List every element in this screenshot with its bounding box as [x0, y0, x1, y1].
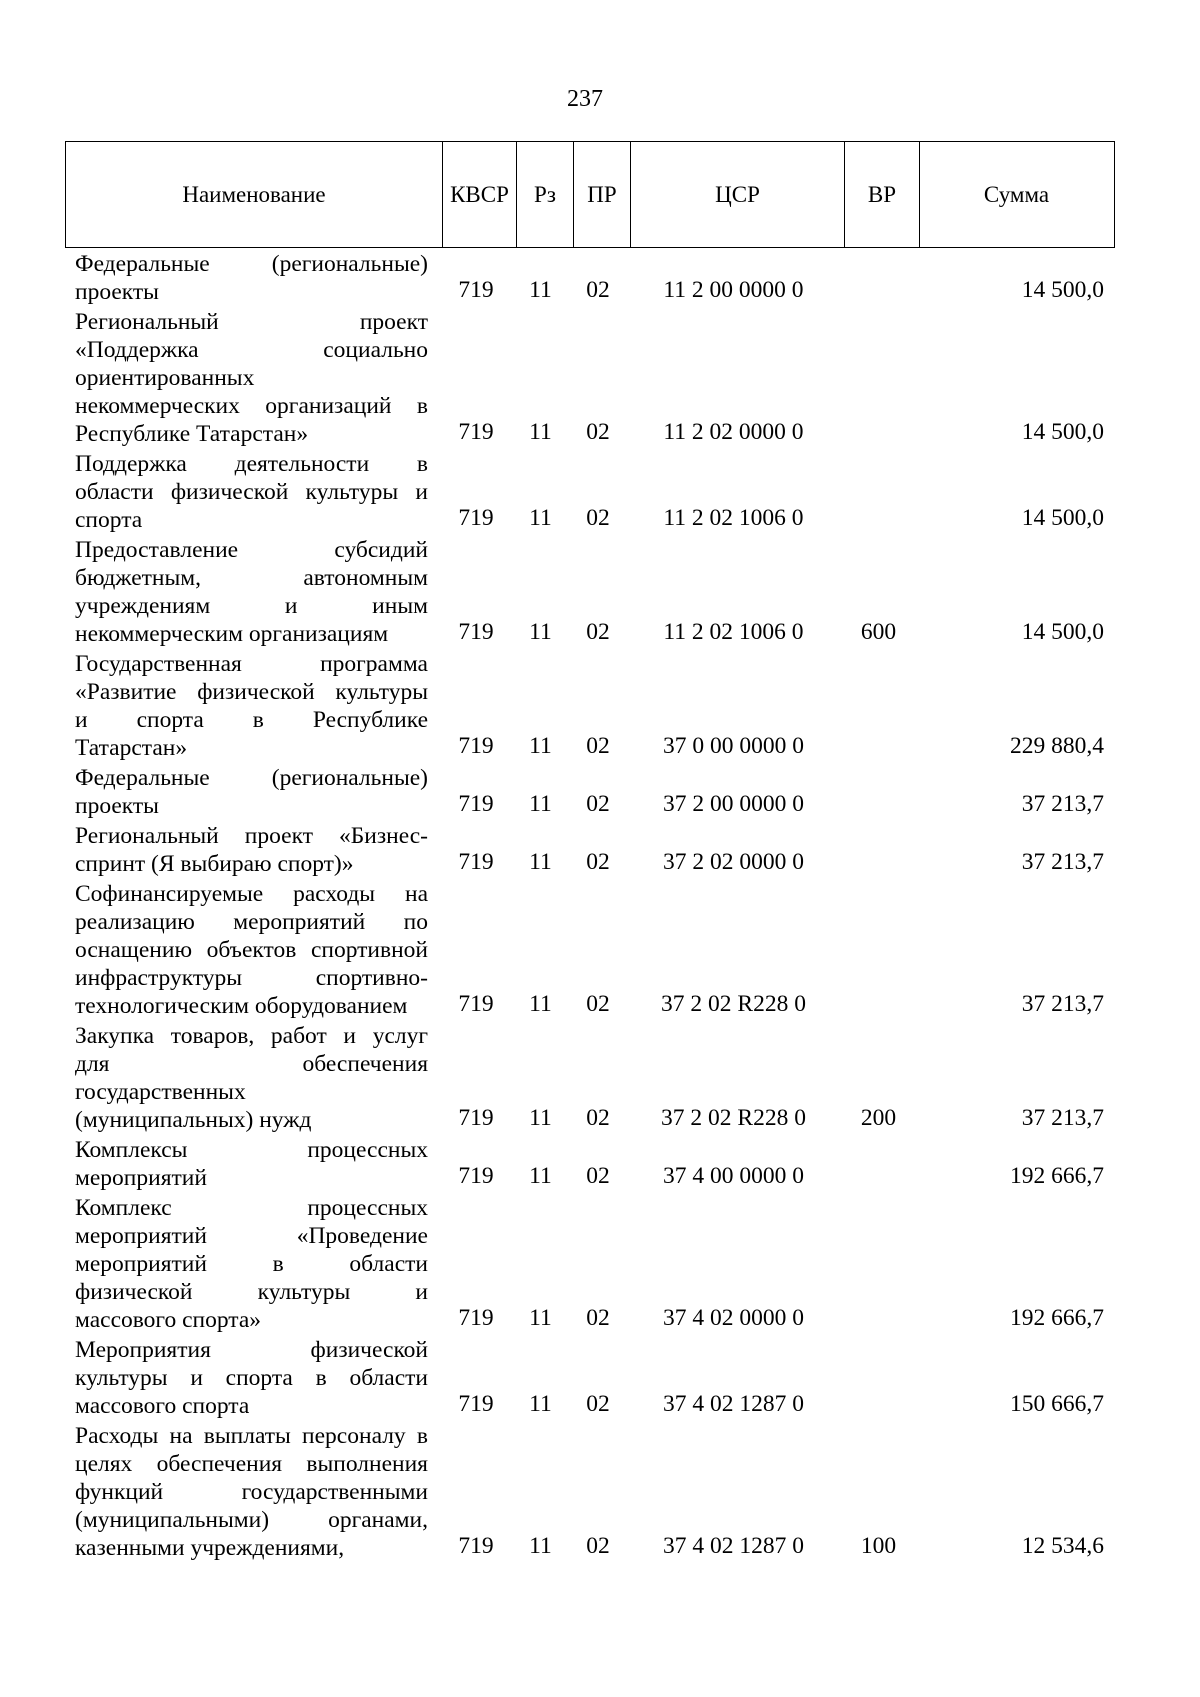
row-csr: 37 2 02 0000 0: [663, 849, 804, 875]
row-pr: 02: [586, 849, 610, 875]
row-csr: 11 2 02 0000 0: [663, 419, 804, 445]
row-sum: 192 666,7: [1010, 1305, 1104, 1331]
row-sum: 192 666,7: [1010, 1163, 1104, 1189]
row-pr: 02: [586, 505, 610, 531]
row-name-line: области физической культуры и: [75, 479, 428, 505]
page-number: 237: [567, 86, 603, 112]
table-row: [0, 248, 1200, 306]
row-name-line: Татарстан»: [75, 735, 188, 761]
row-csr: 37 2 02 R228 0: [661, 991, 806, 1017]
row-pr: 02: [586, 1105, 610, 1131]
row-name-line: бюджетным, автономным: [75, 565, 428, 591]
row-kvsr: 719: [458, 1533, 494, 1559]
row-csr: 37 4 02 1287 0: [663, 1533, 804, 1559]
row-name: [75, 1134, 428, 1192]
table-row: [0, 534, 1200, 648]
row-rz: 11: [529, 619, 552, 645]
table-row: [0, 1334, 1200, 1420]
row-csr: 37 4 00 0000 0: [663, 1163, 804, 1189]
row-name-line: функций государственными: [75, 1479, 428, 1505]
row-rz: 11: [529, 733, 552, 759]
row-rz: 11: [529, 1533, 552, 1559]
row-sum: 14 500,0: [1021, 505, 1104, 531]
row-pr: 02: [586, 733, 610, 759]
row-kvsr: 719: [458, 419, 494, 445]
row-name-line: учреждениям и иным: [75, 593, 428, 619]
row-name-line: Государственная программа: [75, 651, 428, 677]
row-name-line: для обеспечения: [75, 1051, 428, 1077]
row-kvsr: 719: [458, 277, 494, 303]
row-name-line: Федеральные (региональные): [75, 765, 428, 791]
table-row: [0, 762, 1200, 820]
row-name-line: мероприятий в области: [75, 1251, 428, 1277]
row-sum: 229 880,4: [1010, 733, 1104, 759]
table-row: [0, 878, 1200, 1020]
row-pr: 02: [586, 277, 610, 303]
row-pr: 02: [586, 619, 610, 645]
row-name-line: технологическим оборудованием: [75, 993, 408, 1019]
row-rz: 11: [529, 849, 552, 875]
table-row: [0, 448, 1200, 534]
row-csr: 37 2 02 R228 0: [661, 1105, 806, 1131]
header-pr: ПР: [574, 142, 631, 247]
row-name-line: «Развитие физической культуры: [75, 679, 428, 705]
row-sum: 14 500,0: [1021, 419, 1104, 445]
row-rz: 11: [529, 277, 552, 303]
row-kvsr: 719: [458, 619, 494, 645]
table-header: [65, 141, 1115, 248]
row-name-line: Мероприятия физической: [75, 1337, 428, 1363]
row-name-line: Региональный проект «Бизнес-: [75, 823, 428, 849]
row-pr: 02: [586, 419, 610, 445]
row-name-line: массового спорта»: [75, 1307, 262, 1333]
row-pr: 02: [586, 791, 610, 817]
row-kvsr: 719: [458, 505, 494, 531]
row-name: [75, 534, 428, 648]
table-row: [0, 1134, 1200, 1192]
row-name-line: Федеральные (региональные): [75, 251, 428, 277]
row-name-line: Комплекс процессных: [75, 1195, 428, 1221]
header-kvsr: КВСР: [443, 142, 517, 247]
row-name: [75, 448, 428, 534]
row-vr: 600: [860, 619, 897, 645]
row-pr: 02: [586, 1533, 610, 1559]
row-name-line: некоммерческим организациям: [75, 621, 389, 647]
row-sum: 14 500,0: [1021, 619, 1104, 645]
row-name-line: Республике Татарстан»: [75, 421, 309, 447]
row-name: [75, 1420, 428, 1562]
row-name: [75, 1334, 428, 1420]
row-name-line: «Поддержка социально: [75, 337, 428, 363]
table-row: [0, 306, 1200, 448]
row-rz: 11: [529, 1105, 552, 1131]
row-name-line: ориентированных: [75, 365, 255, 391]
row-name-line: Расходы на выплаты персоналу в: [75, 1423, 428, 1449]
row-name-line: Поддержка деятельности в: [75, 451, 428, 477]
row-sum: 12 534,6: [1021, 1533, 1104, 1559]
row-name-line: и спорта в Республике: [75, 707, 428, 733]
row-csr: 11 2 00 0000 0: [663, 277, 804, 303]
row-rz: 11: [529, 791, 552, 817]
row-kvsr: 719: [458, 1163, 494, 1189]
row-rz: 11: [529, 991, 552, 1017]
row-sum: 37 213,7: [1021, 849, 1104, 875]
row-csr: 37 4 02 0000 0: [663, 1305, 804, 1331]
row-name-line: казенными учреждениями,: [75, 1535, 345, 1561]
header-vr: ВР: [845, 142, 920, 247]
row-name: [75, 820, 428, 878]
table-row: [0, 1420, 1200, 1562]
header-csr: ЦСР: [631, 142, 845, 247]
row-name-line: Закупка товаров, работ и услуг: [75, 1023, 428, 1049]
table-row: [0, 820, 1200, 878]
row-name-line: целях обеспечения выполнения: [75, 1451, 428, 1477]
row-kvsr: 719: [458, 1305, 494, 1331]
row-rz: 11: [529, 1163, 552, 1189]
row-kvsr: 719: [458, 1391, 494, 1417]
row-sum: 37 213,7: [1021, 991, 1104, 1017]
row-csr: 37 4 02 1287 0: [663, 1391, 804, 1417]
row-name-line: спринт (Я выбираю спорт)»: [75, 851, 354, 877]
header-name: Наименование: [66, 142, 443, 247]
row-name-line: государственных: [75, 1079, 246, 1105]
row-rz: 11: [529, 1391, 552, 1417]
row-pr: 02: [586, 1305, 610, 1331]
row-name-line: Региональный проект: [75, 309, 428, 335]
row-kvsr: 719: [458, 1105, 494, 1131]
row-rz: 11: [529, 1305, 552, 1331]
row-vr: 100: [860, 1533, 897, 1559]
row-csr: 11 2 02 1006 0: [663, 505, 804, 531]
row-name-line: (муниципальными) органами,: [75, 1507, 428, 1533]
table-body: [0, 248, 1200, 1562]
row-name: [75, 1020, 428, 1134]
row-name-line: культуры и спорта в области: [75, 1365, 428, 1391]
row-rz: 11: [529, 505, 552, 531]
row-kvsr: 719: [458, 791, 494, 817]
row-name-line: физической культуры и: [75, 1279, 428, 1305]
row-name-line: проекты: [75, 793, 159, 819]
row-csr: 37 0 00 0000 0: [663, 733, 804, 759]
row-sum: 37 213,7: [1021, 791, 1104, 817]
row-pr: 02: [586, 1163, 610, 1189]
header-sum: Сумма: [983, 181, 1050, 207]
row-name-line: Комплексы процессных: [75, 1137, 428, 1163]
table-row: [0, 648, 1200, 762]
row-sum: 150 666,7: [1010, 1391, 1104, 1417]
row-rz: 11: [529, 419, 552, 445]
row-pr: 02: [586, 991, 610, 1017]
row-sum: 37 213,7: [1021, 1105, 1104, 1131]
row-sum: 14 500,0: [1021, 277, 1104, 303]
row-name-line: проекты: [75, 279, 159, 305]
row-name-line: Софинансируемые расходы на: [75, 881, 428, 907]
header-rz: Рз: [517, 142, 574, 247]
row-name: [75, 762, 428, 820]
row-name: [75, 248, 428, 306]
row-name-line: Предоставление субсидий: [75, 537, 428, 563]
row-name-line: некоммерческих организаций в: [75, 393, 428, 419]
row-kvsr: 719: [458, 849, 494, 875]
row-name: [75, 878, 428, 1020]
row-csr: 37 2 00 0000 0: [663, 791, 804, 817]
row-name-line: оснащению объектов спортивной: [75, 937, 428, 963]
row-vr: 200: [860, 1105, 897, 1131]
row-name-line: спорта: [75, 507, 143, 533]
row-kvsr: 719: [458, 991, 494, 1017]
row-name: [75, 306, 428, 448]
row-csr: 11 2 02 1006 0: [663, 619, 804, 645]
row-name-line: массового спорта: [75, 1393, 250, 1419]
table-row: [0, 1192, 1200, 1334]
row-name-line: реализацию мероприятий по: [75, 909, 428, 935]
table-row: [0, 1020, 1200, 1134]
row-name-line: инфраструктуры спортивно-: [75, 965, 428, 991]
row-name-line: мероприятий «Проведение: [75, 1223, 428, 1249]
row-pr: 02: [586, 1391, 610, 1417]
row-name: [75, 648, 428, 762]
row-name: [75, 1192, 428, 1334]
row-name-line: (муниципальных) нужд: [75, 1107, 312, 1133]
row-name-line: мероприятий: [75, 1165, 207, 1191]
row-kvsr: 719: [458, 733, 494, 759]
